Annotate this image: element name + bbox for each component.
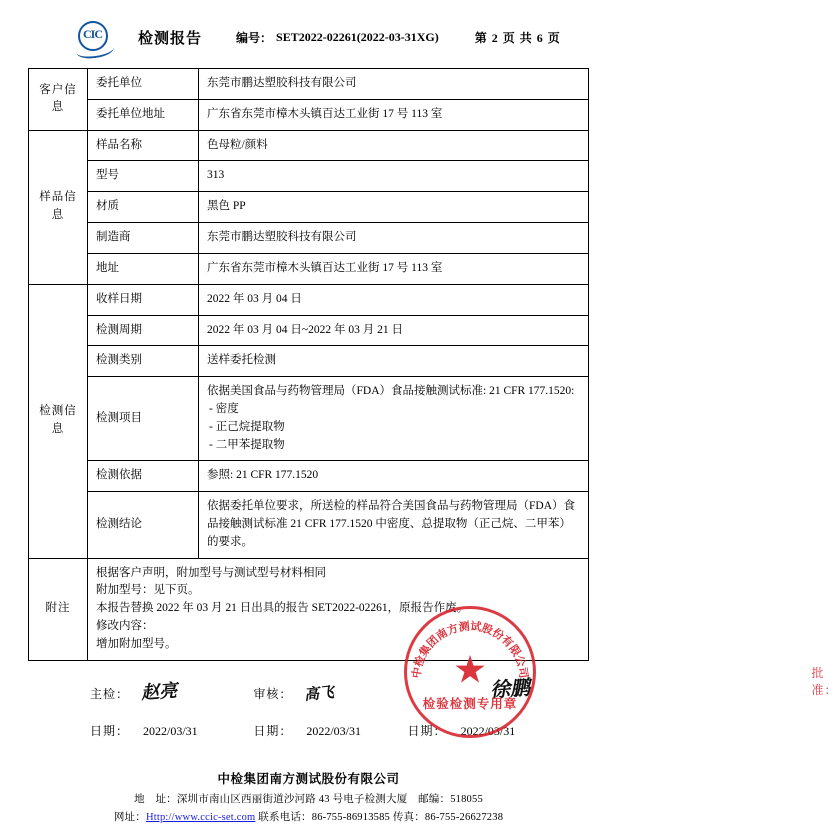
approver-date-label: 日期： (407, 723, 447, 738)
section-category-testing: 检测信息 (29, 284, 88, 558)
reviewer-date-label: 日期： (253, 723, 293, 738)
approver-label: 批准： (811, 665, 838, 697)
reviewer-signature: 高飞 (303, 684, 336, 704)
inspector-label: 主检： (90, 686, 130, 701)
notes-cell (88, 558, 589, 660)
report-no-label: 编号： (236, 30, 273, 45)
table-row (29, 69, 589, 100)
table-row (29, 253, 589, 284)
row-key: 材质 (88, 192, 199, 223)
row-key: 收样日期 (88, 284, 199, 315)
table-row (29, 492, 589, 558)
signature-row (28, 661, 838, 705)
report-header (28, 0, 589, 68)
inspector-date-label: 日期： (90, 723, 130, 738)
note-line: 根据客户声明，附加型号与测试型号材料相同 (96, 566, 326, 579)
row-value: 参照: 21 CFR 177.1520 (199, 461, 589, 492)
table-row (29, 346, 589, 377)
note-line: 附加型号：见下页。 (96, 584, 200, 597)
footer-address: 地 址：深圳市南山区西丽街道沙河路 43 号电子检测大厦 邮编：518055 (134, 794, 483, 806)
page-indicator: 第 2 页 共 6 页 (474, 30, 561, 45)
row-value: 2022 年 03 月 04 日~2022 年 03 月 21 日 (199, 315, 589, 346)
footer-web-url[interactable]: Http://www.ccic-set.com (145, 811, 256, 823)
report-no-value: SET2022-02261(2022-03-31XG) (276, 29, 439, 44)
approver-date: 2022/03/31 (460, 723, 516, 738)
note-line: 增加附加型号。 (96, 637, 177, 650)
test-item-line: - 正己烷提取物 (209, 420, 285, 433)
section-category-sample: 样品信息 (29, 130, 88, 284)
table-row (29, 461, 589, 492)
test-item-line: - 密度 (209, 402, 239, 415)
row-value: 东莞市鹏达塑胶科技有限公司 (199, 69, 589, 100)
row-key: 制造商 (88, 223, 199, 254)
report-table (28, 68, 589, 661)
footer-company: 中检集团南方测试股份有限公司 (217, 771, 400, 786)
table-row (29, 377, 589, 461)
row-value: 东莞市鹏达塑胶科技有限公司 (199, 223, 589, 254)
row-key: 检测结论 (88, 492, 199, 558)
report-footer (0, 769, 617, 826)
table-row (29, 223, 589, 254)
approver-signature: 徐鹏 (488, 676, 531, 702)
note-line: 修改内容： (96, 620, 154, 633)
row-key: 委托单位 (88, 69, 199, 100)
table-row (29, 192, 589, 223)
inspector-date: 2022/03/31 (143, 723, 198, 738)
test-items-standard: 依据美国食品与药物管理局（FDA）食品接触测试标准: 21 CFR 177.1520: (207, 385, 575, 398)
note-line: 本报告替换 2022 年 03 月 21 日出具的报告 SET2022-02261，原报告作废。 (96, 602, 469, 615)
row-value-conclusion: 依据委托单位要求，所送检的样品符合美国食品与药物管理局（FDA）食品接触测试标准 21 CFR 177.1520 中密度、总提取物（正己烷、二甲苯）的要求。 (199, 492, 589, 558)
footer-contact-line (0, 809, 617, 826)
row-key: 检测周期 (88, 315, 199, 346)
section-category-notes: 附注 (29, 558, 88, 660)
row-value: 送样委托检测 (199, 346, 589, 377)
row-key: 地址 (88, 253, 199, 284)
svg-text:中检集团南方测试股份有限公司: 中检集团南方测试股份有限公司 (410, 620, 530, 680)
row-key: 型号 (88, 161, 199, 192)
row-value: 313 (199, 161, 589, 192)
page-title: 检测报告 (138, 30, 203, 47)
row-key: 检测类别 (88, 346, 199, 377)
logo-text: CIC (83, 27, 103, 41)
section-category-customer: 客户信息 (29, 69, 88, 131)
row-value: 广东省东莞市樟木头镇百达工业街 17 号 113 室 (199, 253, 589, 284)
row-key: 委托单位地址 (88, 99, 199, 130)
row-key: 检测项目 (88, 377, 199, 461)
table-row (29, 558, 589, 660)
row-value-test-items (199, 377, 589, 461)
reviewer-label: 审核： (253, 686, 293, 701)
table-row (29, 315, 589, 346)
row-key: 样品名称 (88, 130, 199, 161)
inspector-signature: 赵亮 (140, 680, 178, 703)
row-value: 广东省东莞市樟木头镇百达工业街 17 号 113 室 (199, 99, 589, 130)
table-row (29, 161, 589, 192)
ccic-logo-icon (74, 20, 120, 54)
reviewer-date: 2022/03/31 (306, 723, 361, 738)
seal-bottom-text: 检验检测专用章 (422, 697, 518, 711)
row-value: 2022 年 03 月 04 日 (199, 284, 589, 315)
signature-block (28, 661, 838, 739)
date-row (28, 705, 589, 739)
table-row (29, 130, 589, 161)
row-key: 检测依据 (88, 461, 199, 492)
table-row (29, 99, 589, 130)
row-value: 黑色 PP (199, 192, 589, 223)
seal-star-icon: ★ (452, 649, 488, 692)
table-row (29, 284, 589, 315)
footer-contact: 联系电话：86-755-86913585 传真：86-755-26627238 (258, 811, 504, 823)
row-value: 色母粒/颜料 (199, 130, 589, 161)
test-item-line: - 二甲苯提取物 (209, 438, 285, 451)
footer-web-label: 网址： (113, 811, 146, 823)
